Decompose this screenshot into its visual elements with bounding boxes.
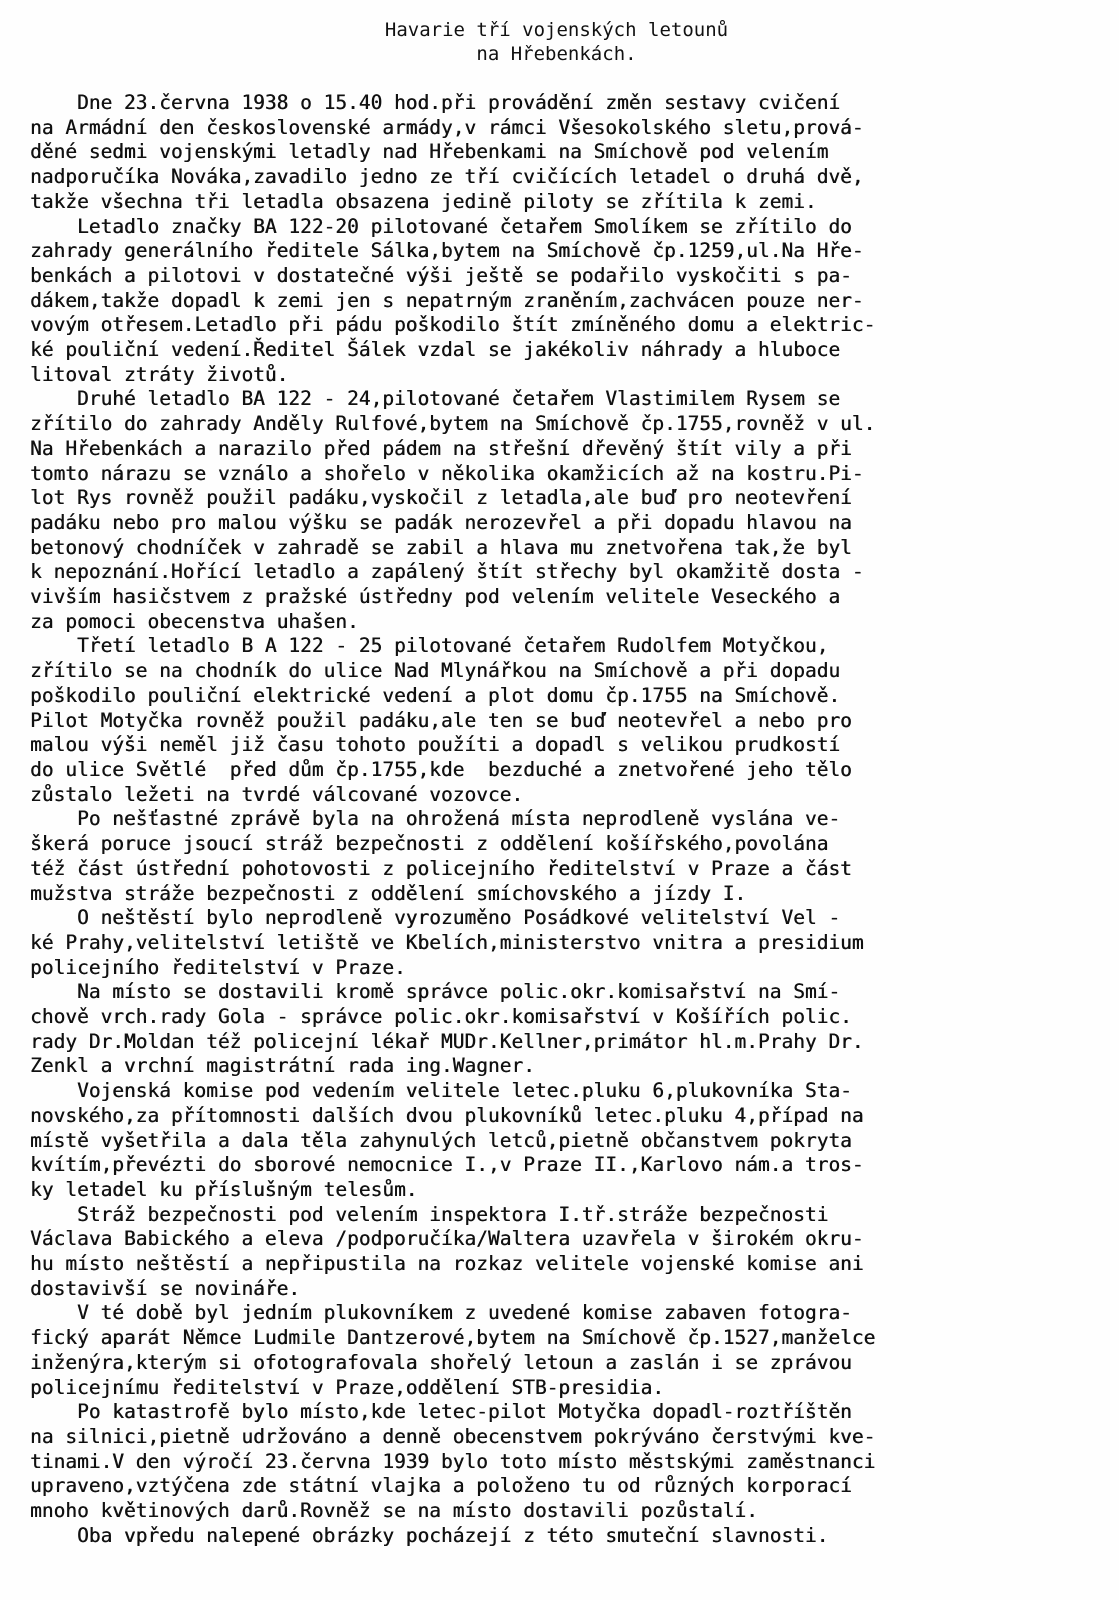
body-text-line: místě vyšetřila a dala těla zahynulých letců,pietně občanstvem pokryta [30, 1128, 852, 1152]
body-text-line: Na Hřebenkách a narazilo před pádem na střešní dřevěný štít vily a při [30, 436, 852, 460]
body-text-line: policejního ředitelství v Praze. [30, 955, 406, 979]
body-text-line: za pomoci obecenstva uhašen. [30, 609, 359, 633]
body-text-line: Pilot Motyčka rovněž použil padáku,ale ten se buď neotevřel a nebo pro [30, 708, 852, 732]
body-text-line: Po nešťastné zprávě byla na ohrožená místa neprodleně vyslána ve- [30, 807, 841, 831]
body-text-line: V té době byl jedním plukovníkem z uvedené komise zabaven fotogra- [30, 1301, 852, 1325]
body-text-line: Zenkl a vrchní magistrátní rada ing.Wagner. [30, 1054, 535, 1078]
body-text-line: vovým otřesem.Letadlo při pádu poškodilo štít zmíněného domu a elektric- [30, 313, 876, 337]
body-text-line: ké Prahy,velitelství letiště ve Kbelích,ministerstvo vnitra a presidium [30, 930, 864, 954]
body-text-line: policejnímu ředitelství v Praze,oddělení STB-presidia. [30, 1375, 664, 1399]
document-title [30, 18, 1083, 66]
body-text-line: Druhé letadlo BA 122 - 24,pilotované četařem Vlastimilem Rysem se [30, 387, 841, 411]
body-text-line: Vojenská komise pod vedením velitele letec.pluku 6,plukovníka Sta- [30, 1079, 852, 1103]
body-text-line: upraveno,vztýčena zde státní vlajka a položeno tu od různých korporací [30, 1474, 852, 1498]
body-text-line: zůstalo ležeti na tvrdé válcované vozovce. [30, 782, 524, 806]
body-text-line: takže všechna tři letadla obsazena jedině piloty se zřítila k zemi. [30, 189, 817, 213]
body-text-line: škerá poruce jsoucí stráž bezpečnosti z oddělení košířského,povolána [30, 832, 829, 856]
body-text-line: rady Dr.Moldan též policejní lékař MUDr.Kellner,primátor hl.m.Prahy Dr. [30, 1029, 864, 1053]
body-text-line: Po katastrofě bylo místo,kde letec-pilot Motyčka dopadl-roztříštěn [30, 1400, 852, 1424]
body-text-line: Letadlo značky BA 122-20 pilotované četařem Smolíkem se zřítilo do [30, 214, 852, 238]
body-text-line: litoval ztráty životů. [30, 362, 289, 386]
body-text-line: chově vrch.rady Gola - správce polic.okr.komisařství v Košířích polic. [30, 1005, 852, 1029]
body-text-line: k nepoznání.Hořící letadlo a zapálený štít střechy byl okamžitě dosta - [30, 560, 864, 584]
body-text-line: Třetí letadlo B A 122 - 25 pilotované četařem Rudolfem Motyčkou, [30, 634, 829, 658]
body-text-line: zřítilo se na chodník do ulice Nad Mlynářkou na Smíchově a při dopadu [30, 659, 841, 683]
body-text-line: zahrady generálního ředitele Sálka,bytem na Smíchově čp.1259,ul.Na Hře- [30, 239, 864, 263]
body-text-line: kvítím,převézti do sborové nemocnice I.,v Praze II.,Karlovo nám.a tros- [30, 1153, 864, 1177]
body-text-line: dákem,takže dopadl k zemi jen s nepatrným zraněním,zachvácen pouze ner- [30, 288, 864, 312]
body-text-line: na silnici,pietně udržováno a denně obecenstvem pokrýváno čerstvými kve- [30, 1424, 876, 1448]
body-text-line: hu místo neštěstí a nepřipustila na rozkaz velitele vojenské komise ani [30, 1252, 864, 1276]
document-body [30, 91, 1083, 1548]
body-text-line: Stráž bezpečnosti pod velením inspektora I.tř.stráže bezpečnosti [30, 1202, 829, 1226]
body-text-line: ky letadel ku příslušným telesům. [30, 1177, 418, 1201]
body-text-line: ké pouliční vedení.Ředitel Šálek vzdal se jakékoliv náhrady a hluboce [30, 338, 841, 362]
body-text-line: lot Rys rovněž použil padáku,vyskočil z letadla,ale buď pro neotevření [30, 486, 852, 510]
body-text-line: mužstva stráže bezpečnosti z oddělení smíchovského a jízdy I. [30, 881, 747, 905]
body-text-line: Václava Babického a eleva /podporučíka/Waltera uzavřela v širokém okru- [30, 1227, 864, 1251]
body-text-line: mnoho květinových darů.Rovněž se na místo dostavili pozůstalí. [30, 1499, 758, 1523]
body-text-line: na Armádní den československé armády,v rámci Všesokolského sletu,prová- [30, 115, 864, 139]
body-text-line: Oba vpředu nalepené obrázky pocházejí z této smuteční slavnosti. [30, 1523, 829, 1547]
body-text-line: poškodilo pouliční elektrické vedení a plot domu čp.1755 na Smíchově. [30, 683, 841, 707]
body-text-line: benkách a pilotovi v dostatečné výši ještě se podařilo vyskočiti s pa- [30, 263, 852, 287]
body-text-line: též část ústřední pohotovosti z policejního ředitelství v Praze a část [30, 856, 852, 880]
title-line: Havarie tří vojenských letounů [384, 19, 729, 41]
body-text-line: Dne 23.června 1938 o 15.40 hod.při provádění změn sestavy cvičení [30, 91, 841, 114]
body-text-line: inženýra,kterým si ofotografovala shořelý letoun a zaslán i se zprávou [30, 1350, 852, 1374]
body-text-line: Na místo se dostavili kromě správce polic.okr.komisařství na Smí- [30, 980, 841, 1004]
body-text-line: zřítilo do zahrady Anděly Rulfové,bytem na Smíchově čp.1755,rovněž v ul. [30, 412, 876, 436]
body-text-line: vivším hasičstvem z pražské ústředny pod velením velitele Veseckého a [30, 585, 841, 609]
body-text-line: děné sedmi vojenskými letadly nad Hřebenkami na Smíchově pod velením [30, 140, 829, 164]
body-text-line: do ulice Světlé před dům čp.1755,kde bezduché a znetvořené jeho tělo [30, 757, 852, 781]
body-text-line: betonový chodníček v zahradě se zabil a hlava mu znetvořena tak,že byl [30, 535, 852, 559]
body-text-line: tomto nárazu se vználo a shořelo v několika okamžicích až na kostru.Pi- [30, 461, 864, 485]
body-text-line: padáku nebo pro malou výšku se padák nerozevřel a při dopadu hlavou na [30, 510, 852, 534]
title-line: na Hřebenkách. [476, 43, 637, 65]
body-text-line: dostavivší se novináře. [30, 1276, 301, 1300]
body-text-line: novského,za přítomnosti dalších dvou plukovníků letec.pluku 4,případ na [30, 1103, 864, 1127]
body-text-line: malou výši neměl již času tohoto použíti a dopadl s velikou prudkostí [30, 733, 841, 757]
body-text-line: tinami.V den výročí 23.června 1939 bylo toto místo městskými zaměstnanci [30, 1449, 876, 1473]
body-text-line: O neštěstí bylo neprodleně vyrozuměno Posádkové velitelství Vel - [30, 906, 841, 930]
body-text-line: nadporučíka Nováka,zavadilo jedno ze tří cvičících letadel o druhá dvě, [30, 165, 864, 189]
body-text-line: fický aparát Němce Ludmile Dantzerové,bytem na Smíchově čp.1527,manželce [30, 1326, 876, 1350]
